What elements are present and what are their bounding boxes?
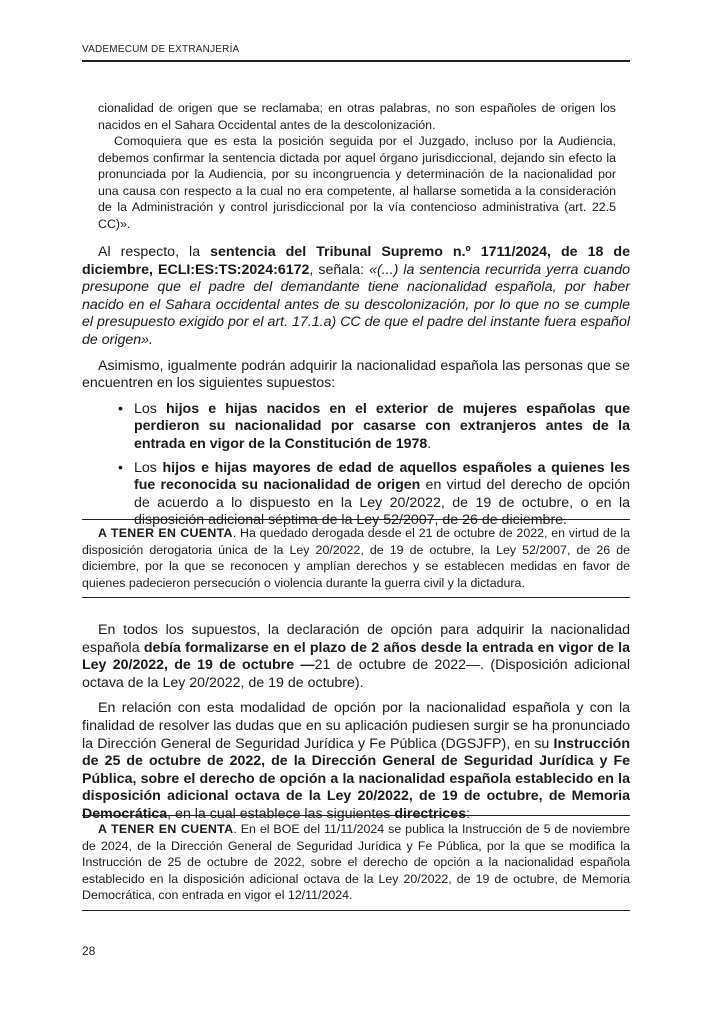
- text-run: :: [466, 805, 471, 822]
- text-run: , en la cual establece las siguientes: [167, 805, 395, 822]
- bold-run: debía formalizarse en el plazo de 2 años desde la entrada en vigor de la Ley 20/2022, de 19 de octubre —: [82, 639, 630, 674]
- note-text: [82, 525, 630, 591]
- text-run: .: [427, 435, 432, 452]
- quoted-passage: [98, 100, 616, 232]
- bold-run: directrices: [394, 805, 467, 822]
- paragraph-instruccion: [82, 700, 630, 823]
- note-box: [82, 519, 630, 598]
- text-run: Los: [134, 400, 166, 417]
- paragraph-asimismo: Asimismo, igualmente podrán adquirir la nacionalidad española las personas que se encuentren en los siguientes supuestos:: [82, 357, 630, 392]
- bold-run: Instrucción de 25 de octubre de 2022, de la Dirección General de Seguridad Jurídica y Fe Pública, sobre el derecho de opción a la nacionalidad española establecido en la disposición adicional octava de la Ley 20/2022, de 19 de octubre, de Memoria Democrática: [82, 735, 630, 822]
- header-rule: [82, 60, 630, 62]
- note-box: [82, 815, 630, 911]
- text-run: . En el BOE del 11/11/2024 se publica la Instrucción de 5 de noviembre de 2024, de la Dirección General de Seguridad Jurídica y Fe Pública, por la que se modifica la Instrucción de 25 de octubre de 2022, sobre el derecho de opción a la nacionalidad española establecido en la disposición adicional octava de la Ley 20/2022, de 19 de octubre, de Memoria Democrática, con entrada en vigor el 12/11/2024.: [82, 822, 630, 903]
- note-text: [82, 821, 630, 904]
- bold-run: hijos e hijas nacidos en el exterior de mujeres españolas que perdieron su nacionalidad por casarse con extranjeros antes de la entrada en vigor de la Constitución de 1978: [134, 400, 630, 452]
- italic-quote: «(...) la sentencia recurrida yerra cuando presupone que el padre del demandante tiene nacionalidad española, por haber nacido en el Sahara occidental antes de su descolonización, por lo que no se cumple el presupuesto exigido por el art. 17.1.a) CC de que el padre del instante fuera español de origen».: [82, 261, 631, 348]
- bold-run: hijos e hijas mayores de edad de aquellos españoles a quienes les fue reconocida su nacionalidad de origen: [134, 459, 630, 494]
- body-section-2: [82, 622, 630, 832]
- bold-run: sentencia del Tribunal Supremo n.º 1711/2024, de 18 de diciembre, ECLI:ES:TS:2024:6172: [82, 244, 630, 278]
- note-lead: A TENER EN CUENTA: [98, 822, 234, 836]
- paragraph-supuestos: [82, 622, 630, 692]
- running-header: VADEMECUM DE EXTRANJERÍA: [82, 44, 240, 55]
- list-item: [82, 401, 630, 454]
- body-section-1: [82, 244, 630, 536]
- bullet-marker: •: [118, 400, 123, 417]
- text-run: . Ha quedado derogada desde el 21 de octubre de 2022, en virtud de la disposición derogatoria única de la Ley 20/2022, de 19 de octubre, la Ley 52/2007, de 26 de diciembre, por la que se reconocen y amplían derechos y se establecen medidas en favor de quienes padecieron persecución o violencia durante la guerra civil y la dictadura.: [82, 526, 631, 590]
- text-run: 21 de octubre de 2022—. (Disposición adicional octava de la Ley 20/2022, de 19 de octubre).: [82, 657, 630, 691]
- bullet-marker: •: [118, 459, 123, 476]
- text-run: Al respecto, la: [98, 244, 211, 260]
- text-run: Los: [134, 459, 163, 476]
- bullet-list: [82, 401, 630, 530]
- text-run: , señala:: [309, 261, 370, 278]
- paragraph-sentencia: [82, 244, 630, 350]
- note-lead: A TENER EN CUENTA: [98, 526, 233, 540]
- quote-paragraph: cionalidad de origen que se reclamaba; en otras palabras, no son españoles de origen los nacidos en el Sahara Occidental antes de la descolonización.: [98, 101, 616, 132]
- text-run: En todos los supuestos, la declaración de opción para adquirir la nacionalidad española: [82, 622, 630, 656]
- page-number: 28: [82, 944, 96, 958]
- text-run: en virtud del derecho de opción de acuerdo a lo dispuesto en la Ley 20/2022, de 19 de octubre, o en la disposición adicional séptima de la Ley 52/2007, de 26 de diciembre.: [134, 477, 630, 529]
- quote-paragraph: Comoquiera que es esta la posición seguida por el Juzgado, incluso por la Audiencia, debemos confirmar la sentencia dictada por aquel órgano jurisdiccional, dejando sin efecto la pronunciada por la Audiencia, por su incongruencia y determinación de la nacionalidad por una causa con respecto a la cual no era competente, al hallarse sometida a la consideración de la Administración y control jurisdiccional por la vía contencioso administrativa (art. 22.5 CC)».: [98, 134, 616, 231]
- text-run: En relación con esta modalidad de opción por la nacionalidad española y con la finalidad de resolver las dudas que en su aplicación pudiesen surgir se ha pronunciado la Dirección General de Seguridad Jurídica y Fe Pública (DGSJFP), en su: [82, 700, 630, 752]
